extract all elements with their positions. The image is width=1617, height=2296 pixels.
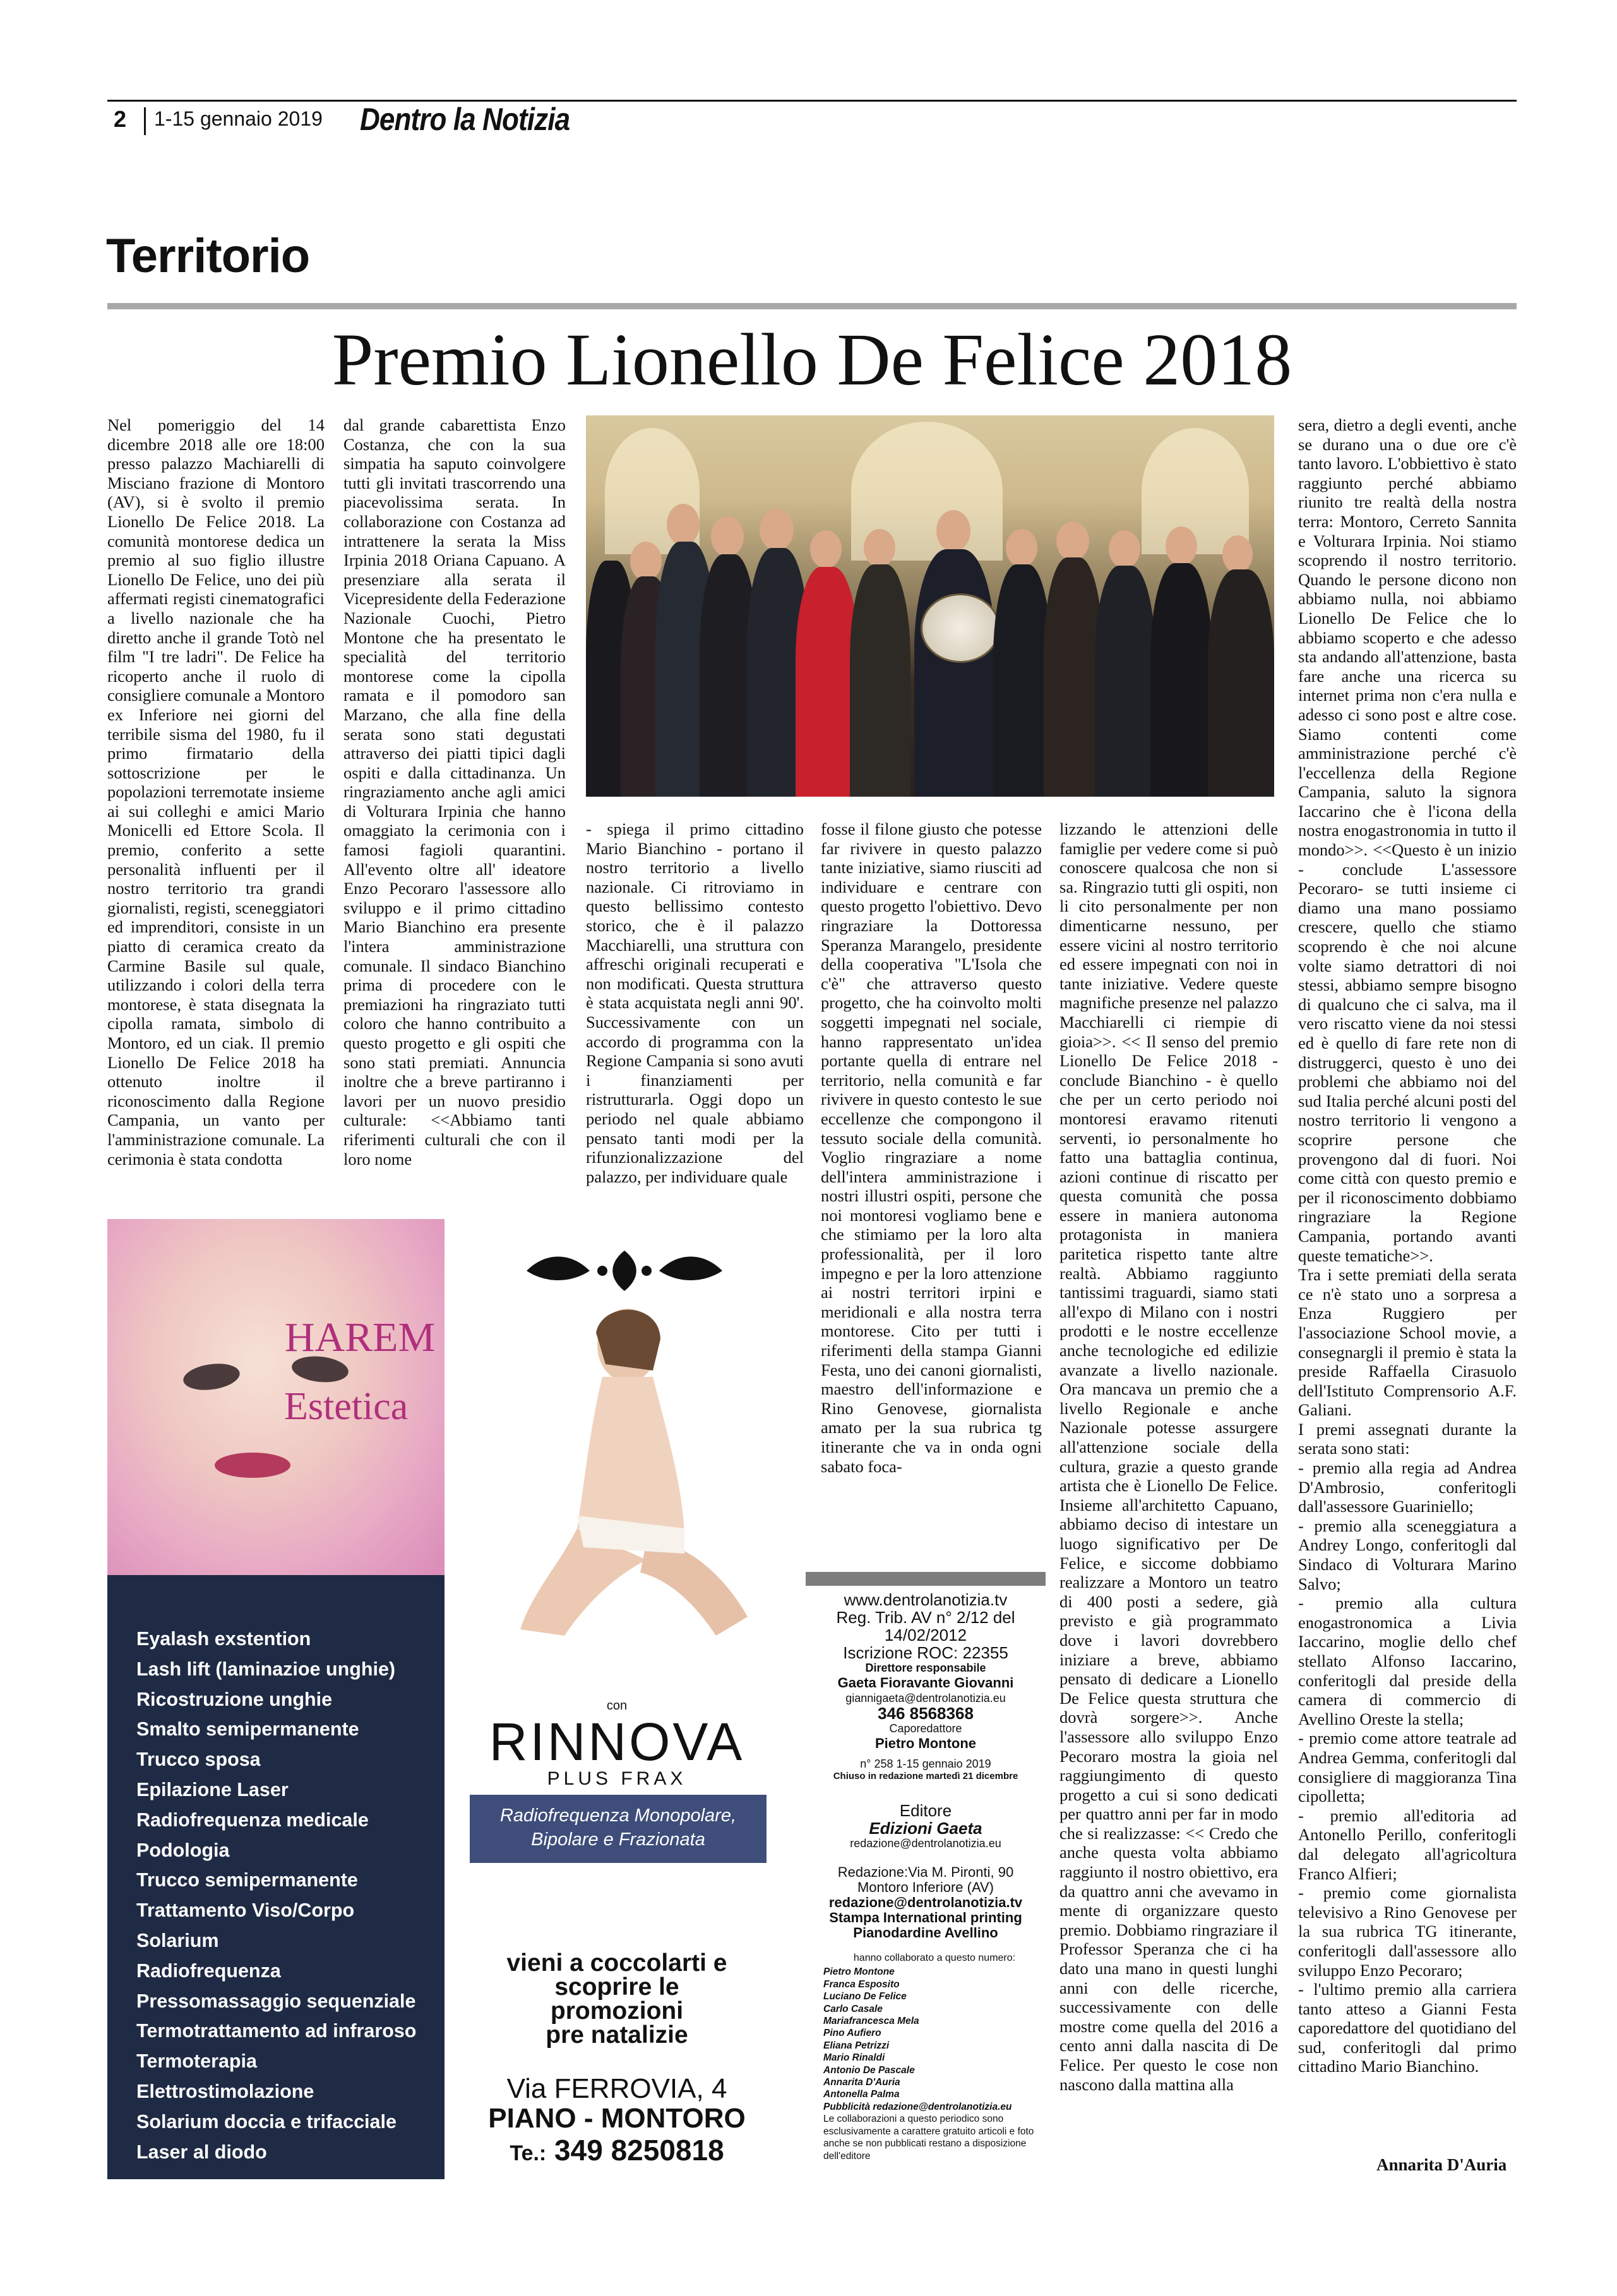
- collaborator-name: Annarita D'Auria: [823, 2077, 900, 2088]
- ornament-icon: [520, 1246, 729, 1296]
- ad-address: Via FERROVIA, 4: [506, 2073, 727, 2104]
- ad-product-sub: PLUS FRAX: [547, 1768, 687, 1789]
- article-column-4: [821, 819, 1042, 1476]
- masthead-roc: Iscrizione ROC: 22355: [843, 1643, 1008, 1662]
- masthead-reg: 14/02/2012: [884, 1626, 967, 1645]
- article-text: sera, dietro a degli eventi, anche se durano una o due ore c'è tanto lavoro. L'obbiettivo è stato raggiunto perché abbiamo riunito tre realtà della nostra terra: Montoro, Cerreto Sannita e Volturara Irpinia. Noi stiamo scoprendo il nostro territorio. Quando le persone dicono non abbiamo nulla, noi abbiamo Lionello De Felice che lo abbiamo scoperto e che adesso sta andando all'attenzione, basta fare anche una ricerca su internet prima non c'era nulla e adesso ci sono post e altre cose. Siamo contenti come amministrazione perché c'è l'eccellenza della Regione Campania, saluto la signora Iaccarino che è l'icona della nostra enogastronomia in tutto il mondo>>. <<Questo è un inizio - conclude L'assessore Pecoraro- se tutti insieme ci diamo una mano possiamo crescere, quello che stiamo scoprendo è che noi alcune volte siamo detrattori di noi stessi, abbiamo sempre bisogno di qualcuno che ci salva, ma il vero riscatto viene da noi stessi ed è quello di fare rete non di distruggerci, questo è uno dei problemi che abbiamo noi del sud Italia perché alcuni posti del nostro territorio li vengono a scoprire persone che provengono dal di fuori. Noi come città con questo premio e per il riconoscimento dobbiamo ringraziare la Regione Campania, portando avanti queste tematiche>>.: [1298, 415, 1517, 1265]
- photo-head: [667, 504, 700, 545]
- ad-product-panel: [445, 1219, 789, 2179]
- article-text: Tra i sette premiati della serata ce n'è stato uno a sorpresa a Enza Ruggiero per l'associazione School movie, a consegnargli il premio è stata la preside Raffaella Cirasuolo dell'Istituto Comprensorio A.F. Galiani.: [1298, 1265, 1517, 1420]
- page-number: 2: [114, 106, 127, 132]
- masthead-phone: 346 8568368: [878, 1704, 974, 1723]
- ad-promo-line: pre natalizie: [546, 2021, 688, 2049]
- ad-promo-line: promozioni: [550, 1997, 684, 2025]
- issue-date: 1-15 gennaio 2019: [154, 107, 323, 130]
- masthead-editor: Pietro Montone: [874, 1735, 977, 1751]
- photo-head: [1006, 529, 1037, 567]
- masthead-publisher: Edizioni Gaeta: [869, 1819, 982, 1838]
- article-text: I premi assegnati durante la serata sono stati:: [1298, 1419, 1517, 1458]
- article-text: dal grande cabarettista Enzo Costanza, che con la sua simpatia ha saputo coinvolgere tutti gli invitati trascorrendo una piacevolissima serata. In collaborazione con Costanza ad intrattenere la serata la Miss Irpinia 2018 Oriana Capuano. A presenziare alla serata il Vicepresidente della Federazione Nazionale Cuochi, Pietro Montone che ha presentato le specialità del territorio montorese come la cipolla ramata e il pomodoro san Marzano, che alla fine della serata sono stati degustati attraverso dei piatti tipici dagli ospiti e dalla cittadinanza. Un ringraziamento anche agli amici di Volturara Irpinia che hanno omaggiato la cerimonia con i famosi fagioli quarantini. All'evento oltre all' ideatore Enzo Pecoraro l'assessore allo sviluppo e il primo cittadino Mario Bianchino era presente l'intera amministrazione comunale. Il sindaco Bianchino prima di procedere con le premiazioni ha ringraziato tutti coloro che hanno contribuito a questo progetto e gli ospiti che sono stati premiati. Annuncia inoltre che a breve partiranno i lavori per un nuovo presidio culturale: <<Abbiamo tanti riferimenti culturali che con il loro nome: [343, 415, 566, 1169]
- service-item: Trattamento Viso/Corpo: [136, 1900, 355, 1922]
- masthead-publisher-label: Editore: [899, 1801, 952, 1820]
- photo-head: [711, 516, 744, 557]
- collaborator-name: Carlo Casale: [823, 2003, 883, 2014]
- masthead-director: Gaeta Fioravante Giovanni: [837, 1675, 1014, 1691]
- masthead-print: Stampa International printing: [829, 1910, 1022, 1925]
- service-item: Epilazione Laser: [136, 1778, 289, 1800]
- masthead-office: Montoro Inferiore (AV): [857, 1879, 994, 1895]
- harem-estetica-ad: [107, 1219, 789, 2179]
- photo-window: [1142, 428, 1249, 554]
- ad-services-panel: [107, 1575, 445, 2179]
- portrait-lips: [215, 1453, 290, 1478]
- photo-person: [993, 564, 1051, 797]
- collaborator-name: Pietro Montone: [823, 1966, 895, 1978]
- ad-product-name: RINNOVA: [489, 1712, 745, 1771]
- photo-head: [760, 509, 794, 550]
- ad-product-desc-line: Radiofrequenza Monopolare,: [499, 1805, 737, 1826]
- collaborator-name: Luciano De Felice: [823, 1991, 907, 2002]
- masthead-ads-email: Pubblicità redazione@dentrolanotizia.eu: [823, 2101, 1012, 2112]
- service-item: Solarium: [136, 1929, 219, 1951]
- ad-brand-estetica: Estetica: [284, 1385, 409, 1428]
- photo-head: [1056, 521, 1089, 561]
- service-item: Trucco semipermanente: [136, 1869, 358, 1891]
- author-signature: Annarita D'Auria: [1376, 2155, 1507, 2174]
- award-item: - premio come attore teatrale ad Andrea Gemma, conferitogli dal consigliere di maggioranza Tina cipolletta;: [1298, 1728, 1517, 1806]
- service-item: Laser al diodo: [136, 2141, 267, 2163]
- service-item: Lash lift (laminazioe unghie): [136, 1658, 396, 1680]
- masthead-disclaimer: Le collaborazioni a questo periodico sono esclusivamente a carattere gratuito articoli e foto anche se non pubblicati restano a disposizione dell'editore: [823, 2114, 1034, 2162]
- photo-head: [864, 529, 895, 567]
- masthead-site: www.dentrolanotizia.tv: [844, 1590, 1008, 1609]
- masthead-print: Pianodardine Avellino: [853, 1925, 998, 1941]
- masthead-top-bar: [806, 1572, 1046, 1586]
- collaborator-name: Franca Esposito: [823, 1978, 900, 1990]
- photo-head: [1166, 526, 1197, 566]
- portrait-eye: [182, 1360, 242, 1393]
- ad-promo-text: [445, 1951, 789, 2047]
- photo-head: [1222, 535, 1253, 573]
- article-text: Nel pomeriggio del 14 dicembre 2018 alle ore 18:00 presso palazzo Machiarelli di Misciano frazione di Montoro (AV), si è svolto il premio Lionello De Felice 2018. La comunità montorese dedica un premio al suo figlio illustre Lionello De Felice, uno dei più affermati registi cinematografici a livello nazionale che ha diretto anche il grande Totò nel film "I tre ladri". De Felice ha ricoperto anche il ruolo di consigliere comunale a Montoro ex Inferiore nei giorni del terribile sisma del 1980, fu il primo firmatario della sottoscrizione per le popolazioni terremotate insieme ai sui colleghi e amici Mario Monicelli ed Ettore Scola. Il premio, conferito a sette personalità influenti per il nostro territorio tra grandi giornalisti, registi, sceneggiatori ed imprenditori, consiste in un piatto di ceramica creato da Carmine Basile sul quale, utilizzando i colori della terra montorese, è stata disegnata la cipolla ramata, simbolo di Montoro, ed un ciak. Il premio Lionello De Felice 2018 ha ottenuto inoltre il riconoscimento dalla Regione Campania, un vanto per l'amministrazione comunale. La cerimonia è stata condotta: [107, 415, 325, 1169]
- services-list: [107, 1575, 445, 2167]
- article-text: - spiega il primo cittadino Mario Bianchino - portano il nostro territorio a livello nazionale. Ci ritroviamo in questo bellissimo contesto storico, che è il palazzo Macchiarelli, una struttura con affreschi originali recuperati e non modificati. Questa struttura è stata acquistata negli anni 90'. Successivamente con un accordo di programma con la Regione Campania si sono avuti i finanziamenti per ristrutturarla. Oggi dopo un periodo nel quale abbiamo pensato tanti modi per la rifunzionalizzazione del palazzo, per individuare quale: [586, 819, 804, 1186]
- service-item: Radiofrequenza: [136, 1960, 281, 1982]
- service-item: Eyalash exstention: [136, 1628, 311, 1650]
- article-column-5: [1059, 819, 1278, 2094]
- award-plate: [921, 593, 1000, 663]
- photo-head: [1109, 530, 1140, 568]
- collaborator-name: Pino Aufiero: [823, 2028, 881, 2039]
- masthead-reg: Reg. Trib. AV n° 2/12 del: [836, 1608, 1015, 1627]
- photo-head: [630, 542, 662, 581]
- collaborators-heading: hanno collaborato a questo numero:: [853, 1953, 1016, 1963]
- photo-person: [1208, 569, 1274, 797]
- masthead-logo: Dentro la Notizia: [360, 102, 570, 137]
- ad-model-figure: [495, 1301, 773, 1655]
- ad-promo-line: scoprire le: [554, 1973, 679, 2001]
- ad-promo-line: vieni a coccolarti e: [506, 1949, 727, 1977]
- service-item: Elettrostimolazione: [136, 2080, 314, 2102]
- photo-person: [914, 549, 995, 797]
- photo-head: [936, 510, 970, 552]
- article-title: Premio Lionello De Felice 2018: [331, 318, 1292, 401]
- service-item: Solarium doccia e trifacciale: [136, 2110, 397, 2132]
- award-item: - premio alla cultura enogastronomica a Livia Iaccarino, moglie dello chef stellato Alfonso Iaccarino, conferitogli dal preside della camera di commercio di Avellino Oreste la stella;: [1298, 1593, 1517, 1728]
- collaborator-name: Eliana Petrizzi: [823, 2040, 890, 2051]
- service-item: Radiofrequenza medicale: [136, 1809, 369, 1831]
- award-item: - premio alla regia ad Andrea D'Ambrosio, conferitogli dall'assessore Guariniello;: [1298, 1458, 1517, 1516]
- collaborator-name: Mariafrancesca Mela: [823, 2016, 919, 2027]
- section-title: Territorio: [106, 229, 310, 283]
- ad-product-description: [470, 1795, 767, 1863]
- award-item: - premio all'editoria ad Antonello Perillo, conferitogli dal delegato all'agricoltura Franco Alfieri;: [1298, 1805, 1517, 1883]
- masthead-director-label: Direttore responsabile: [865, 1662, 986, 1674]
- service-item: Trucco sposa: [136, 1749, 261, 1771]
- masthead-publisher-email: redazione@dentrolanotizia.eu: [850, 1837, 1001, 1850]
- masthead-director-email: giannigaeta@dentrolanotizia.eu: [845, 1692, 1006, 1704]
- service-item: Smalto semipermanente: [136, 1718, 359, 1740]
- photo-person: [850, 564, 910, 797]
- ad-phone: [445, 2133, 789, 2167]
- award-item: - l'ultimo premio alla carriera tanto atteso a Gianni Festa caporedattore del quotidiano del sud, conferitogli dal primo cittadino Mario Bianchino.: [1298, 1980, 1517, 2076]
- masthead-office: Redazione:Via M. Pironti, 90: [837, 1864, 1014, 1880]
- article-text: lizzando le attenzioni delle famiglie per vedere come si può conoscere qualcosa che non si sa. Ringrazio tutti gli ospiti, non li cito personalmente per non dimenticarne nessuno, per essere vicini al nostro territorio ed essere impegnati con noi in tante iniziative. Vedere queste magnifiche presenze nel palazzo Macchiarelli ci riempie di gioia>>. << Il senso del premio Lionello De Felice 2018 - conclude Bianchino - è quello che per un certo periodo noi montoresi eravamo ritenuti serventi, io personalmente ho fatto una battaglia continua, azioni continue di riscatto per questa comunità che possa essere in maniera autonoma protagonista in maniera paritetica rispetto tante altre realtà. Abbiamo raggiunto tantissimi traguardi, siamo stati all'expo di Milano con i nostri prodotti e le nostre eccellenze anche tecnologiche ed edilizie avanzate a livello nazionale. Ora mancava un premio che a livello Regionale e anche Nazionale potesse assurgere all'attenzione sociale della cultura, grazie a questo grande artista che è Lionello De Felice. Insieme all'architetto Capuano, abbiamo deciso di intestare un luogo significativo per De Felice, e siccome dobbiamo realizzare a Montoro un teatro di 400 posti a sedere, già previsto e già programmato dove i lavori dovrebbero iniziare a breve, abbiamo pensato di dedicare a Lionello De Felice questa struttura che dovrà sorgere>>. Anche l'assessore allo sviluppo Enzo Pecoraro mostra la gioia nel raggiungimento di questo progetto a cui si sono dedicati per quattro anni per far in modo che si realizzasse: << Credo che anche questa volta abbiamo raggiunto il nostro obiettivo, era da quattro anni che avevamo in mente di organizzare questo premio. Dobbiamo ringraziare il Professor Speranza che ci ha dato una mano in questi lunghi anni con delle ricerche, successivamente con delle mostre come quella del 2016 a cento anni dalla nascita di De Felice. Per questo le cose non nascono dalla mattina alla: [1059, 819, 1278, 2094]
- service-item: Termoterapia: [136, 2050, 257, 2073]
- article-column-2: [343, 415, 566, 1169]
- masthead-editor-label: Caporedattore: [889, 1722, 962, 1735]
- article-column-6: [1298, 415, 1517, 2076]
- masthead-office-email: redazione@dentrolanotizia.tv: [828, 1894, 1023, 1910]
- photo-person: [796, 567, 859, 797]
- service-item: Ricostruzione unghie: [136, 1688, 333, 1710]
- service-item: Podologia: [136, 1839, 230, 1861]
- ad-product-desc-line: Bipolare e Frazionata: [531, 1829, 705, 1850]
- masthead-closed: Chiuso in redazione martedì 21 dicembre: [833, 1771, 1018, 1781]
- article-column-3: [586, 819, 804, 1186]
- photo-person: [1150, 563, 1212, 797]
- ad-town: PIANO - MONTORO: [488, 2103, 746, 2134]
- collaborator-name: Antonella Palma: [823, 2089, 900, 2100]
- photo-head: [810, 530, 842, 568]
- photo-person: [1044, 557, 1103, 797]
- award-item: - premio alla sceneggiatura a Andrey Longo, conferitogli dal Sindaco di Volturara Marino Salvo;: [1298, 1516, 1517, 1593]
- section-rule: [107, 303, 1517, 309]
- article-text: fosse il filone giusto che potesse far rivivere in questo palazzo tante iniziative, siamo riusciti ad individuare e centrare con questo progetto l'obiettivo. Devo ringraziare la Dottoressa Speranza Marangelo, presidente della cooperativa "L'Isola che c'è" che attraverso questo progetto, che ha coinvolto molti soggetti impegnati nel sociale, hanno rappresentato un'idea portante quella di entrare nel territorio, nella comunità e far rivivere in questo contesto le sue eccellenze che compongono il tessuto sociale della comunità. Voglio ringraziare a nome dell'intera amministrazione i nostri illustri ospiti, persone che noi montoresi vogliamo bene e che stimiamo per la loro alta professionalità, per il loro impegno e per la loro attenzione ai nostri territori irpini e meridionali e alla nostra terra montorese. Cito per tutti i riferimenti della stampa Gianni Festa, uno dei canoni giornalisti, maestro dell'informazione e Rino Genovese, giornalista amato per la sua rubrica tg itinerante che va in onda ogni sabato foca-: [821, 819, 1042, 1476]
- service-item: Pressomassaggio sequenziale: [136, 1990, 416, 2012]
- masthead-body: [806, 1586, 1046, 1941]
- publication-masthead-box: [806, 1561, 1046, 2192]
- header-divider: [144, 107, 146, 135]
- ad-con-label: con: [606, 1699, 628, 1713]
- service-item: Termotrattamento ad infraroso: [136, 2020, 417, 2042]
- ad-brand-harem: HAREM: [284, 1314, 436, 1360]
- ceremony-photo: [586, 415, 1274, 797]
- collaborator-name: Mario Rinaldi: [823, 2052, 885, 2064]
- collaborator-name: Antonio De Pascale: [823, 2064, 915, 2076]
- masthead-issue: n° 258 1-15 gennaio 2019: [860, 1758, 991, 1770]
- header-rule: [107, 100, 1517, 102]
- ad-phone-number: 349 8250818: [554, 2134, 724, 2167]
- photo-person: [1095, 566, 1155, 797]
- article-column-1: [107, 415, 325, 1169]
- award-item: - premio come giornalista televisivo a Rino Genovese per la sua rubrica TG itinerante, conferitogli dall'assessore allo sviluppo Enzo Pecoraro;: [1298, 1883, 1517, 1980]
- ad-phone-label: Te.:: [510, 2141, 547, 2165]
- masthead-collaborators: [823, 1952, 1046, 2162]
